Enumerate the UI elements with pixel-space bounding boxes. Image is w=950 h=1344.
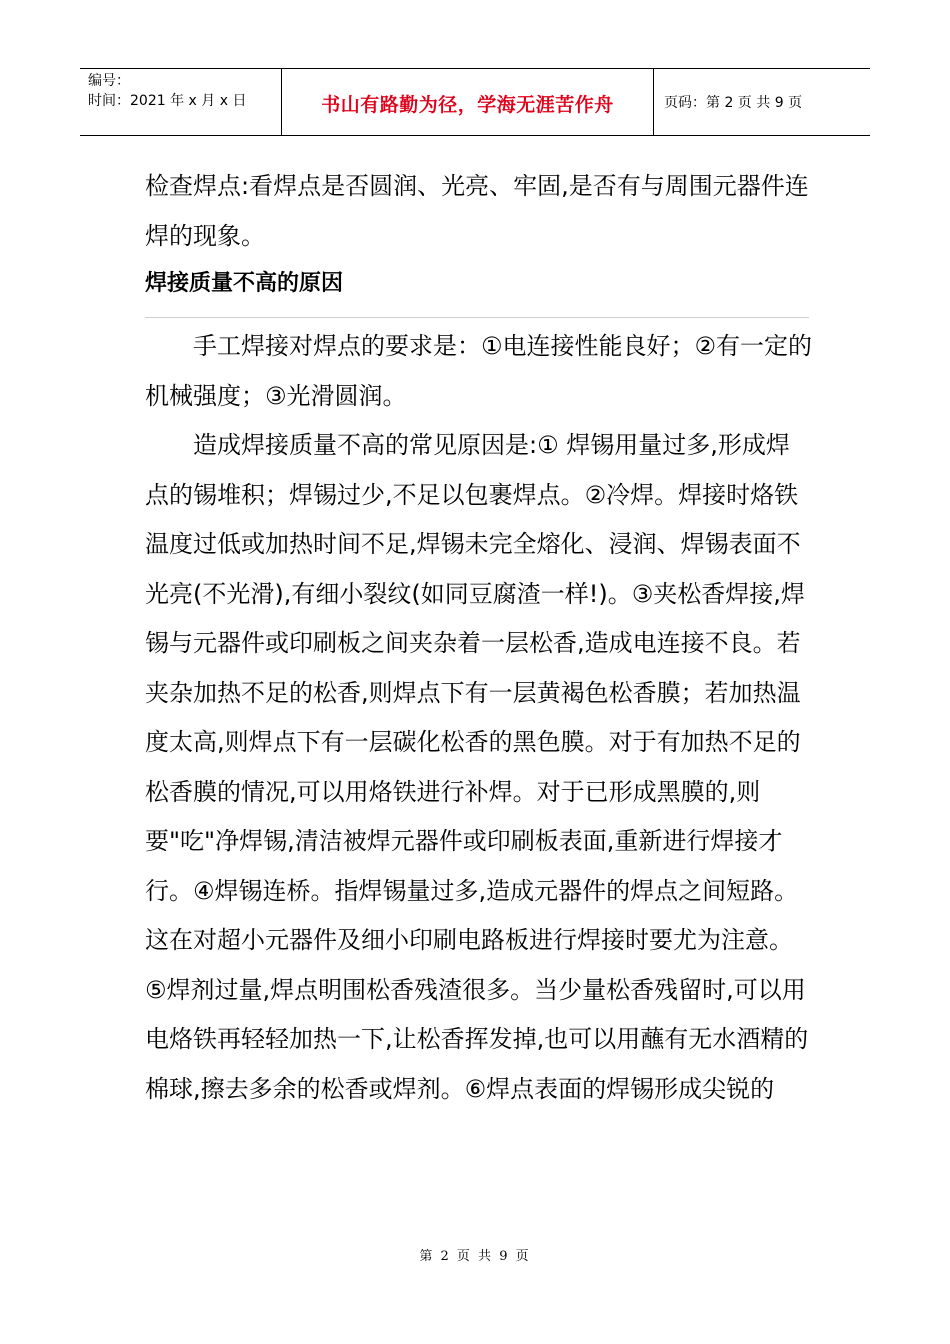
header-page-info: 页码：第 2 页 共 9 页 — [664, 95, 803, 111]
header-motto-cell — [281, 69, 654, 135]
section-heading: 焊接质量不高的原因 — [145, 271, 344, 296]
header-page-info-cell — [654, 69, 870, 135]
document-body — [145, 162, 813, 1114]
document-date: 时间：2021 年 x 月 x 日 — [88, 93, 247, 109]
paragraph-inspect-joints: 检查焊点:看焊点是否圆润、光亮、牢固,是否有与周围元器件连焊的现象。 — [145, 172, 809, 250]
section-divider — [145, 317, 809, 318]
header-motto: 书山有路勤为径，学海无涯苦作舟 — [321, 93, 614, 116]
paragraph-requirements: 手工焊接对焊点的要求是：①电连接性能良好；②有一定的机械强度；③光滑圆润。 — [145, 332, 813, 410]
document-number-label: 编号： — [88, 73, 130, 89]
document-header — [80, 68, 870, 136]
page-footer: 第 2 页 共 9 页 — [419, 1249, 531, 1264]
paragraph-causes: 造成焊接质量不高的常见原因是:① 焊锡用量过多,形成焊点的锡堆积；焊锡过少,不足以包裹焊点。②冷焊。焊接时烙铁温度过低或加热时间不足,焊锡未完全熔化、浸润、焊锡表面不光亮(不光滑),有细小裂纹(如同豆腐渣一样!)。③夹松香焊接,焊锡与元器件或印刷板之间夹杂着一层松香,造成电连接不良。若夹杂加热不足的松香,则焊点下有一层黄褐色松香膜；若加热温度太高,则焊点下有一层碳化松香的黑色膜。对于有加热不足的松香膜的情况,可以用烙铁进行补焊。对于已形成黑膜的,则要"吃"净焊锡,清洁被焊元器件或印刷板表面,重新进行焊接才行。④焊锡连桥。指焊锡量过多,造成元器件的焊点之间短路。这在对超小元器件及细小印刷电路板进行焊接时要尤为注意。⑤焊剂过量,焊点明围松香残渣很多。当少量松香残留时,可以用电烙铁再轻轻加热一下,让松香挥发掉,也可以用蘸有无水酒精的棉球,擦去多余的松香或焊剂。⑥焊点表面的焊锡形成尖锐的 — [145, 431, 809, 1103]
header-meta — [80, 69, 281, 135]
